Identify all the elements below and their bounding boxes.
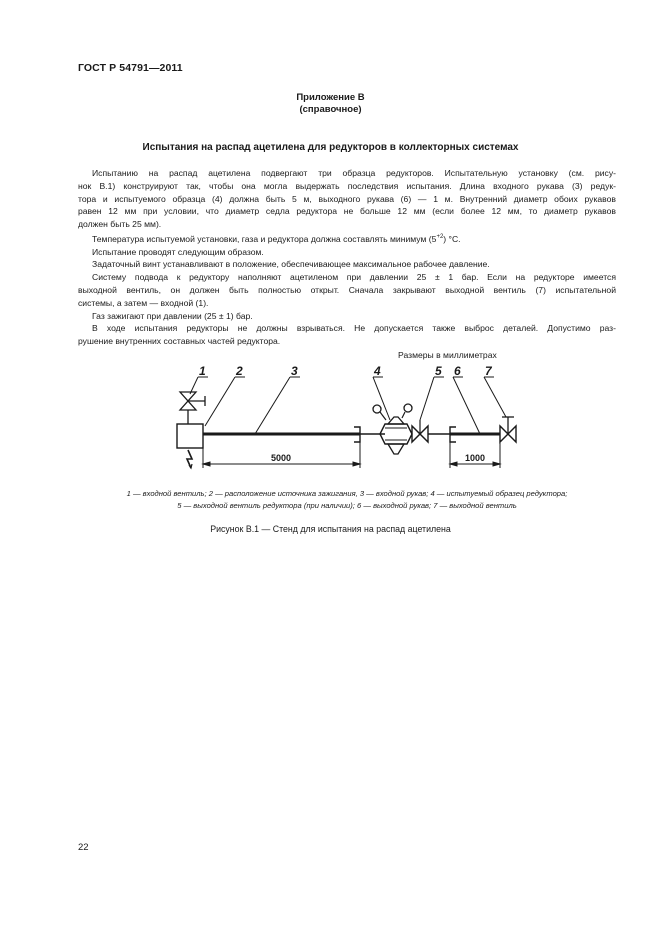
callout-5: 5: [435, 364, 442, 378]
page-number: 22: [78, 842, 89, 853]
temperature-text: Температура испытуемой установки, газа и редуктора должна составлять минимум (5: [92, 233, 437, 244]
dimension-short-label: 1000: [464, 453, 486, 463]
dimension-long-label: 5000: [270, 453, 292, 463]
callout-6: 6: [454, 364, 461, 378]
figure-legend-line-1: 1 — входной вентиль; 2 — расположение источника зажигания, 3 — входной рукав; 4 — испытуемый образец редуктора;: [126, 489, 568, 498]
figure-caption: Рисунок В.1 — Стенд для испытания на распад ацетилена: [210, 524, 451, 534]
temperature-tolerance: +2: [436, 233, 444, 240]
callout-7: 7: [485, 364, 492, 378]
callout-leaders: [190, 377, 506, 434]
output-valve-icon: [500, 417, 516, 442]
temperature-unit: ) °С.: [443, 233, 461, 244]
paragraph-line: Испытание проводят следующим образом.: [92, 246, 264, 257]
figure-legend-line-2: 5 — выходной вентиль редуктора (при наличии); 6 — выходной рукав; 7 — выходной вентиль: [177, 501, 517, 510]
units-note: Размеры в миллиметрах: [398, 350, 497, 360]
paragraph-line: равен 12 мм при условии, что диаметр седла редуктора не больше 12 мм (если более 12 мм, то диаметр рукавов: [78, 206, 616, 217]
paragraph-line: системы, а затем — входной (1).: [78, 297, 209, 308]
paragraph-line: тора и испытуемого образца (4) должна быть 5 м, выходного рукава (6) — 1 м. Внутренний диаметр обоих рукавов: [78, 193, 616, 204]
paragraph-line: Газ зажигают при давлении (25 ± 1) бар.: [92, 310, 253, 321]
appendix-subtitle: (справочное): [299, 104, 362, 115]
test-bench-diagram: [150, 362, 530, 477]
paragraph-line: [78, 231, 616, 246]
paragraph-line: рушение внутренних составных частей редуктора.: [78, 336, 281, 347]
paragraph-line: Задаточный винт устанавливают в положение, обеспечивающее максимальное рабочее давление.: [92, 259, 490, 270]
callout-4: 4: [374, 364, 381, 378]
callout-2: 2: [236, 364, 243, 378]
section-title: Испытания на распад ацетилена для редукторов в коллекторных системах: [142, 142, 519, 153]
regulator-outlet-valve-icon: [412, 420, 428, 442]
body-text: [78, 167, 616, 348]
paragraph-line: должен быть 25 мм).: [78, 219, 162, 230]
callout-labels: [199, 364, 493, 378]
callout-1: 1: [199, 364, 206, 378]
paragraph-line: нок В.1) конструируют так, чтобы она могла выдержать последствия испытания. Длина входного рукава (3) редук-: [78, 180, 616, 191]
paragraph-line: выходной вентиль, он должен быть полностью открыт. Сначала закрывают выходной вентиль (7) испытательной: [78, 285, 616, 296]
regulator-icon: [373, 404, 412, 454]
appendix-title: Приложение В: [296, 92, 365, 103]
input-valve-icon: [180, 392, 205, 424]
paragraph-line: Систему подвода к редуктору наполняют ацетиленом при давлении 25 ± 1 бар. Если на редукторе имеется: [92, 272, 616, 283]
paragraph-line: В ходе испытания редукторы не должны взрываться. Не допускается также выброс деталей. Допустимо раз-: [92, 323, 616, 334]
callout-3: 3: [291, 364, 298, 378]
document-number: ГОСТ Р 54791—2011: [78, 62, 183, 74]
ignition-box: [177, 424, 203, 448]
lightning-icon: [187, 450, 192, 468]
paragraph-line: Испытанию на распад ацетилена подвергают три образца редукторов. Испытательную установку (см. рису-: [92, 168, 616, 178]
